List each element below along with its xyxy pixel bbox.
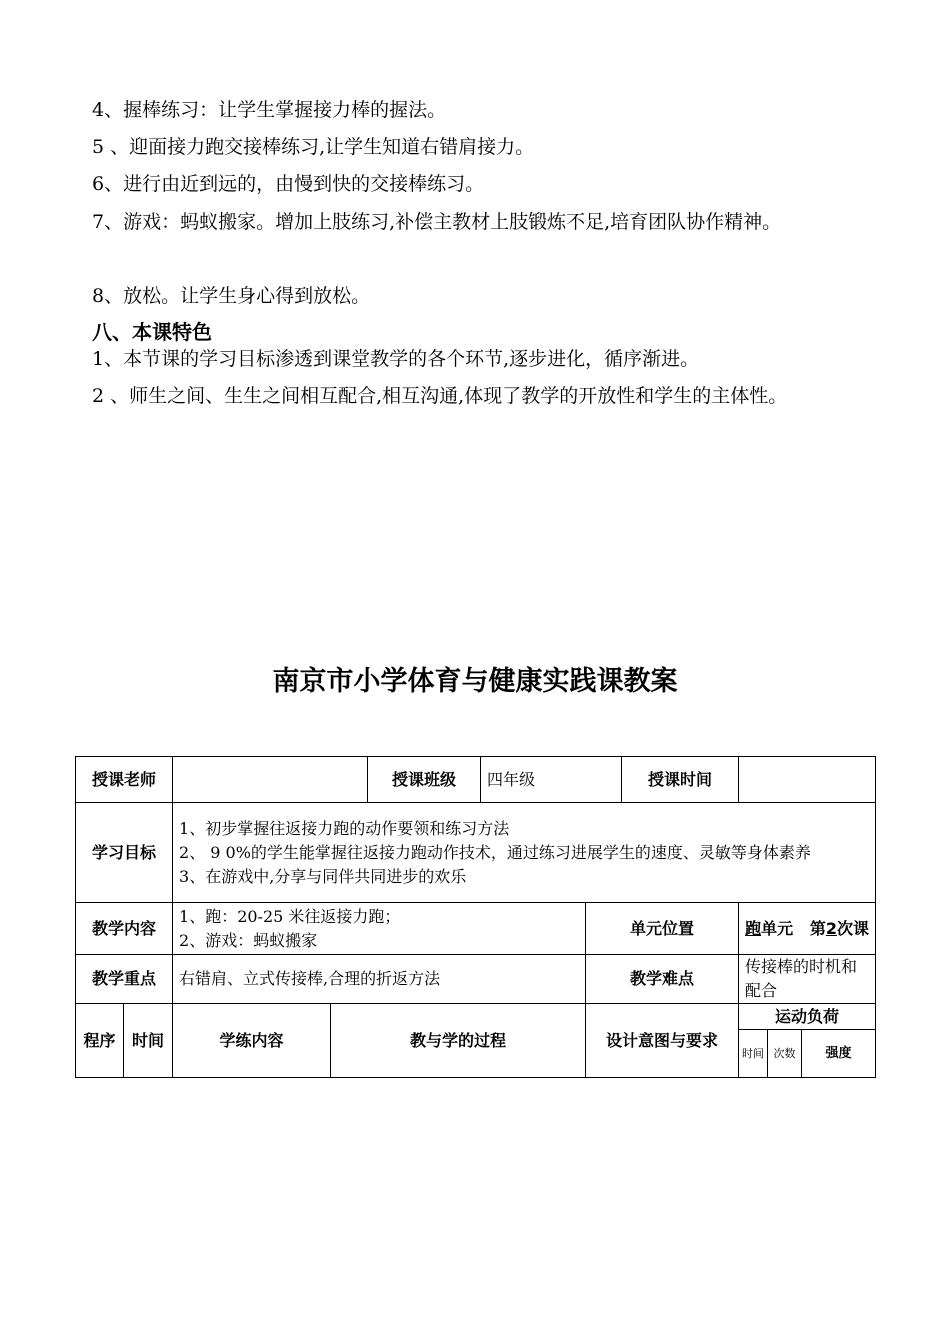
feature-2: 2 、师生之间、生生之间相互配合,相互沟通,体现了教学的开放性和学生的主体性。 (92, 385, 788, 407)
load-time-header: 时间 (739, 1030, 768, 1078)
time-value (739, 757, 876, 803)
page-title: 南京市小学体育与健康实践课教案 (272, 666, 678, 697)
load-count-header: 次数 (768, 1030, 802, 1078)
goal-item: 2、 9 0%的学生能掌握往返接力跑动作技术，通过练习进展学生的速度、灵敏等身体素养 (179, 842, 811, 862)
key-label: 教学重点 (76, 955, 173, 1004)
class-label: 授课班级 (368, 757, 481, 803)
step-6: 6、进行由近到远的，由慢到快的交接棒练习。 (92, 173, 485, 195)
goal-item: 1、初步掌握往返接力跑的动作要领和练习方法 (179, 818, 510, 838)
key-value: 右错肩、立式传接棒,合理的折返方法 (173, 955, 586, 1004)
table-row-key (76, 955, 876, 1004)
content-cell (173, 903, 586, 955)
table-row-header-top (76, 1004, 876, 1030)
time-header: 时间 (124, 1004, 173, 1078)
load-header: 运动负荷 (739, 1004, 876, 1030)
order-header: 程序 (76, 1004, 124, 1078)
step-7: 7、游戏：蚂蚁搬家。增加上肢练习,补偿主教材上肢锻炼不足,培育团队协作精神。 (92, 211, 782, 233)
unit-name: 跑 (745, 918, 762, 938)
goal-item: 3、在游戏中,分享与同伴共同进步的欢乐 (179, 866, 467, 886)
content-label: 教学内容 (76, 903, 173, 955)
content-item: 1、跑：20-25 米往返接力跑； (179, 906, 401, 926)
table-row-goals (76, 803, 876, 903)
content-item: 2、游戏：蚂蚁搬家 (179, 930, 318, 950)
step-5: 5 、迎面接力跑交接棒练习,让学生知道右错肩接力。 (92, 136, 535, 158)
practice-header: 学练内容 (173, 1004, 331, 1078)
features-heading: 八、本课特色 (92, 320, 212, 344)
teacher-value (173, 757, 368, 803)
step-4: 4、握棒练习：让学生掌握接力棒的握法。 (92, 99, 447, 121)
process-header: 教与学的过程 (331, 1004, 586, 1078)
feature-1: 1、本节课的学习目标渗透到课堂教学的各个环节,逐步进化，循序渐进。 (92, 348, 700, 370)
time-label: 授课时间 (622, 757, 739, 803)
unit-prefix: 第 (809, 918, 826, 938)
unit-number: 2 (825, 918, 837, 938)
difficulty-label: 教学难点 (586, 955, 739, 1004)
teacher-label: 授课老师 (76, 757, 173, 803)
unit-label: 单元位置 (586, 903, 739, 955)
lesson-plan-table (75, 756, 876, 1078)
unit-value (739, 903, 876, 955)
unit-text: 单元 (761, 918, 794, 938)
load-intensity-header: 强度 (802, 1030, 876, 1078)
goals-cell (173, 803, 876, 903)
unit-suffix: 次课 (836, 918, 869, 938)
class-value: 四年级 (481, 757, 622, 803)
step-8: 8、放松。让学生身心得到放松。 (92, 285, 371, 307)
difficulty-value: 传接棒的时机和配合 (739, 955, 876, 1004)
goals-label: 学习目标 (76, 803, 173, 903)
table-row-info (76, 757, 876, 803)
design-header: 设计意图与要求 (586, 1004, 739, 1078)
table-row-content (76, 903, 876, 955)
